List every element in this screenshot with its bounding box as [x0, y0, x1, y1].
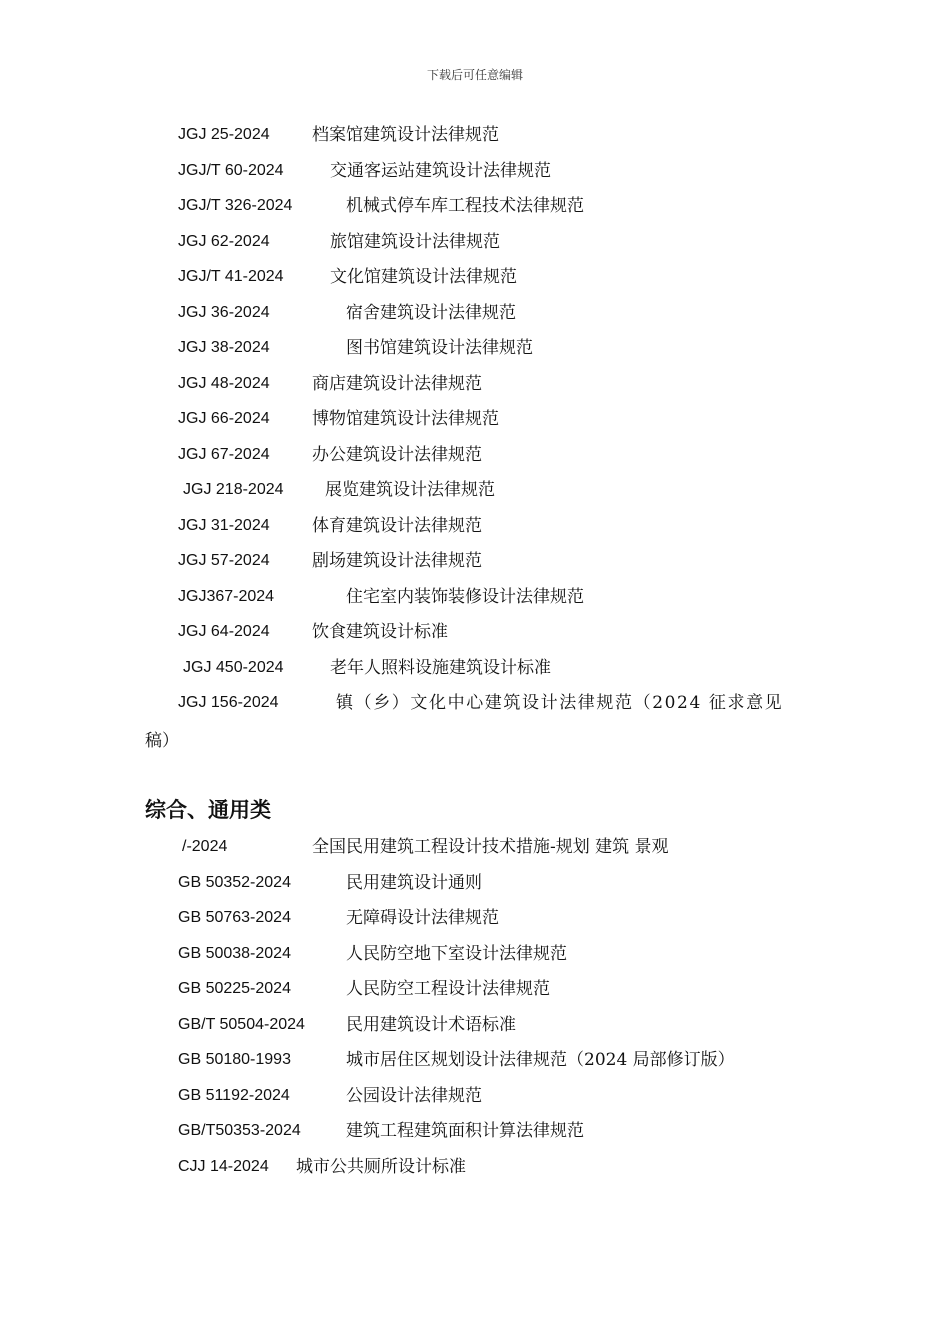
standard-title: 老年人照料设施建筑设计标准 [330, 658, 551, 678]
list-item [0, 404, 950, 434]
standard-title: 文化馆建筑设计法律规范 [330, 267, 517, 287]
list-item [0, 582, 950, 612]
standard-title: 民用建筑设计通则 [346, 873, 482, 893]
standard-code: JGJ 57-2024 [178, 552, 270, 569]
standard-title: 城市居住区规划设计法律规范（2024 局部修订版） [346, 1050, 735, 1070]
standard-code: JGJ/T 41-2024 [178, 268, 284, 285]
standard-title: 图书馆建筑设计法律规范 [346, 338, 533, 358]
standard-code: JGJ 450-2024 [183, 659, 284, 676]
standard-code: /-2024 [182, 838, 228, 855]
list-item [0, 475, 950, 505]
standard-code: JGJ/T 60-2024 [178, 162, 284, 179]
list-item [0, 1081, 950, 1111]
standard-title: 人民防空工程设计法律规范 [346, 979, 550, 999]
list-item [0, 1116, 950, 1146]
standard-code: JGJ 48-2024 [178, 375, 270, 392]
standard-title: 住宅室内装饰装修设计法律规范 [346, 587, 584, 607]
standard-code: JGJ 67-2024 [178, 446, 270, 463]
standard-title: 全国民用建筑工程设计技术措施-规划 建筑 景观 [312, 837, 669, 857]
list-item [0, 262, 950, 292]
standard-title: 旅馆建筑设计法律规范 [330, 232, 500, 252]
standard-title: 展览建筑设计法律规范 [325, 480, 495, 500]
list-item [0, 939, 950, 969]
standard-code: JGJ 64-2024 [178, 623, 270, 640]
standard-code: CJJ 14-2024 [178, 1158, 269, 1175]
standard-code: JGJ 25-2024 [178, 126, 270, 143]
list-item [0, 868, 950, 898]
standard-code: JGJ 218-2024 [183, 481, 284, 498]
list-item [0, 1010, 950, 1040]
standard-code: GB 51192-2024 [178, 1087, 290, 1104]
standard-code: GB 50352-2024 [178, 874, 291, 891]
list-item [0, 369, 950, 399]
list-item [0, 440, 950, 470]
standard-title: 博物馆建筑设计法律规范 [312, 409, 499, 429]
standard-title: 档案馆建筑设计法律规范 [312, 125, 499, 145]
standard-title: 交通客运站建筑设计法律规范 [330, 161, 551, 181]
standard-code: GB 50763-2024 [178, 909, 291, 926]
list-item [0, 298, 950, 328]
section-heading: 综合、通用类 [145, 798, 271, 822]
standard-title: 无障碍设计法律规范 [346, 908, 499, 928]
standard-title: 城市公共厕所设计标准 [296, 1157, 466, 1177]
list-item [0, 1152, 950, 1182]
list-item [0, 832, 950, 862]
standard-code: JGJ/T 326-2024 [178, 197, 293, 214]
list-item [0, 1045, 950, 1075]
wrapped-text: 稿） [145, 731, 179, 751]
standard-title: 民用建筑设计术语标准 [346, 1015, 516, 1035]
standard-title: 人民防空地下室设计法律规范 [346, 944, 567, 964]
standard-title: 剧场建筑设计法律规范 [312, 551, 482, 571]
standard-title: 体育建筑设计法律规范 [312, 516, 482, 536]
list-item [0, 156, 950, 186]
standard-code: JGJ367-2024 [178, 588, 275, 605]
list-item [0, 191, 950, 221]
standard-code: JGJ 38-2024 [178, 339, 270, 356]
standard-code: JGJ 66-2024 [178, 410, 270, 427]
standard-title: 公园设计法律规范 [346, 1086, 482, 1106]
standard-code: JGJ 62-2024 [178, 233, 270, 250]
list-item [0, 546, 950, 576]
standard-code: JGJ 36-2024 [178, 304, 270, 321]
standard-code: GB/T50353-2024 [178, 1122, 301, 1139]
standard-title: 办公建筑设计法律规范 [312, 445, 482, 465]
list-item [0, 120, 950, 150]
standard-title: 建筑工程建筑面积计算法律规范 [346, 1121, 584, 1141]
standard-code: GB/T 50504-2024 [178, 1016, 305, 1033]
list-item [0, 511, 950, 541]
standard-code: GB 50180-1993 [178, 1051, 291, 1068]
standard-title: 饮食建筑设计标准 [312, 622, 448, 642]
list-item [0, 903, 950, 933]
standard-code: GB 50038-2024 [178, 945, 291, 962]
standard-code: JGJ 31-2024 [178, 517, 270, 534]
standard-title: 镇（乡）文化中心建筑设计法律规范（2024 征求意见 [336, 693, 784, 713]
standard-title: 机械式停车库工程技术法律规范 [346, 196, 584, 216]
list-item [0, 653, 950, 683]
list-item [0, 688, 950, 718]
standard-code: JGJ 156-2024 [178, 694, 279, 711]
list-item [0, 227, 950, 257]
page-header: 下载后可任意编辑 [426, 68, 523, 82]
list-item [0, 617, 950, 647]
standard-title: 商店建筑设计法律规范 [312, 374, 482, 394]
standard-title: 宿舍建筑设计法律规范 [346, 303, 516, 323]
list-item [0, 974, 950, 1004]
standard-code: GB 50225-2024 [178, 980, 291, 997]
list-item [0, 333, 950, 363]
